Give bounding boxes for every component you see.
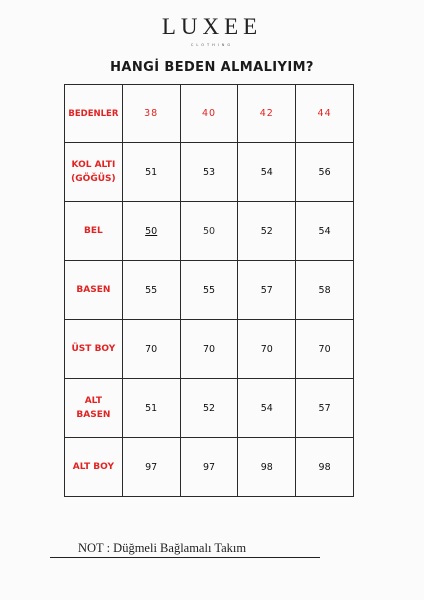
table-row bbox=[65, 379, 354, 438]
table-cell: 70 bbox=[122, 320, 180, 379]
table-cell: 98 bbox=[296, 438, 354, 497]
brand-logo bbox=[0, 14, 424, 48]
size-column-header: BEDENLER bbox=[65, 85, 123, 143]
page-title: HANGİ BEDEN ALMALIYIM? bbox=[110, 60, 314, 75]
table-cell: 56 bbox=[296, 143, 354, 202]
table-cell bbox=[122, 202, 180, 261]
table-cell: 52 bbox=[180, 379, 238, 438]
table-header-row bbox=[65, 85, 354, 143]
row-label: ALT BOY bbox=[65, 438, 123, 497]
brand-tagline: CLOTHING bbox=[190, 43, 234, 47]
table-cell: 58 bbox=[296, 261, 354, 320]
table-cell: 57 bbox=[296, 379, 354, 438]
table-cell: 50 bbox=[180, 202, 238, 261]
table-cell: 54 bbox=[238, 143, 296, 202]
table-cell: 70 bbox=[238, 320, 296, 379]
row-label: KOL ALTI (GÖĞÜS) bbox=[65, 143, 123, 202]
table-row bbox=[65, 320, 354, 379]
table-row bbox=[65, 438, 354, 497]
table-cell: 51 bbox=[122, 379, 180, 438]
table-cell: 97 bbox=[122, 438, 180, 497]
table-cell: 52 bbox=[238, 202, 296, 261]
table-cell: 70 bbox=[296, 320, 354, 379]
row-label: ÜST BOY bbox=[65, 320, 123, 379]
size-header-cell: 42 bbox=[238, 85, 296, 143]
table-cell-text: 50 bbox=[145, 225, 158, 237]
row-label: BASEN bbox=[65, 261, 123, 320]
size-header-cell: 44 bbox=[296, 85, 354, 143]
table-cell: 54 bbox=[296, 202, 354, 261]
table-row bbox=[65, 202, 354, 261]
brand-name: LUXEE bbox=[161, 14, 263, 39]
row-label: ALT BASEN bbox=[65, 379, 123, 438]
footnote: NOT : Düğmeli Bağlamalı Takım bbox=[50, 539, 320, 558]
row-label: BEL bbox=[65, 202, 123, 261]
table-cell: 57 bbox=[238, 261, 296, 320]
table-cell: 97 bbox=[180, 438, 238, 497]
table-cell: 54 bbox=[238, 379, 296, 438]
table-cell: 53 bbox=[180, 143, 238, 202]
table-row bbox=[65, 143, 354, 202]
table-cell: 70 bbox=[180, 320, 238, 379]
size-header-cell: 38 bbox=[122, 85, 180, 143]
table-row bbox=[65, 261, 354, 320]
table-cell: 55 bbox=[122, 261, 180, 320]
size-chart-table bbox=[64, 84, 354, 497]
table-cell: 51 bbox=[122, 143, 180, 202]
table-cell: 98 bbox=[238, 438, 296, 497]
table-cell: 55 bbox=[180, 261, 238, 320]
size-header-cell: 40 bbox=[180, 85, 238, 143]
